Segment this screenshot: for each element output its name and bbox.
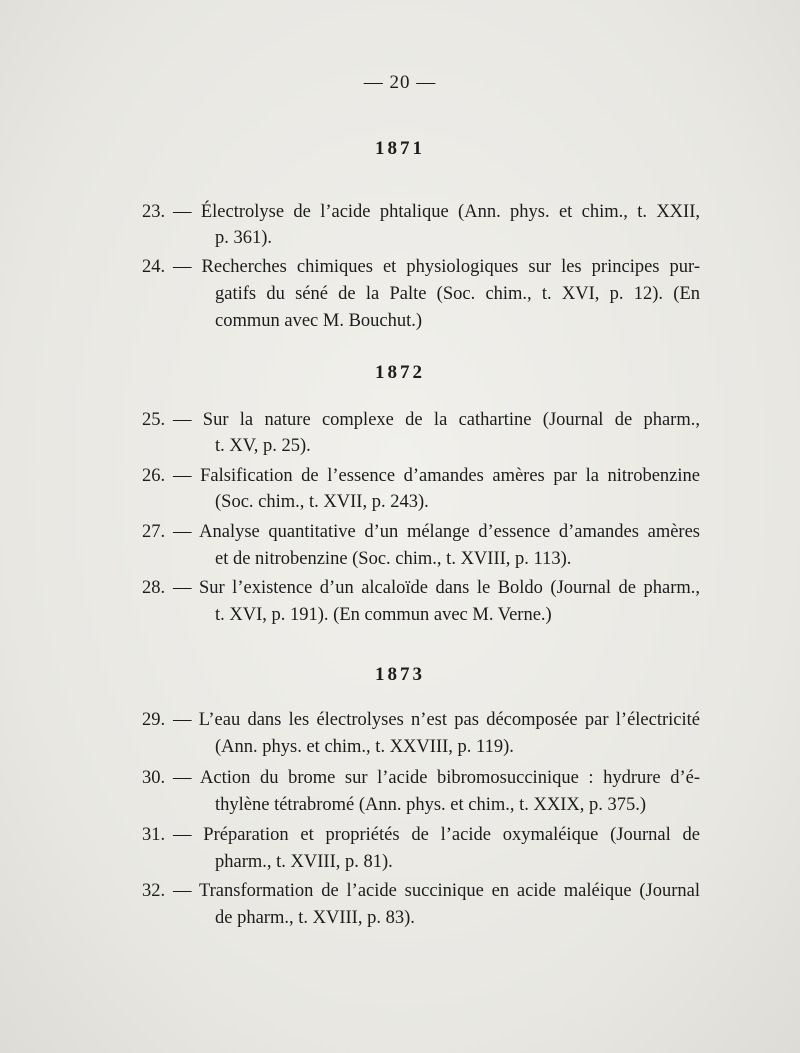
entry-line: — L’eau dans les électrolyses n’est pas décomposée par l’électricité [173,710,700,730]
entry-line: — Préparation et propriétés de l’acide oxymaléique (Journal de [173,825,700,845]
entry-line: (Ann. phys. et chim., t. XXVIII, p. 119). [215,737,514,757]
year-heading-1872: 1872 [375,362,425,383]
year-heading-1871: 1871 [375,138,425,159]
entry-line: — Sur la nature complexe de la cathartine (Journal de pharm., [173,410,700,430]
entry-line: — Recherches chimiques et physiologiques sur les principes pur- [173,257,700,277]
entry-line: commun avec M. Bouchut.) [215,311,423,331]
entry-number: 32. [142,881,166,901]
entry-line: (Soc. chim., t. XVII, p. 243). [215,492,429,512]
entry-line: p. 361). [215,228,273,248]
entry-line: gatifs du séné de la Palte (Soc. chim., t. XVI, p. 12). (En [215,284,700,304]
entry-number: 23. [142,202,166,222]
page-number: — 20 — [363,72,437,93]
entry-line: t. XVI, p. 191). (En commun avec M. Verne.) [215,605,552,625]
entry-line: — Analyse quantitative d’un mélange d’essence d’amandes amères [173,522,700,542]
entry-number: 30. [142,768,166,788]
entry-line: t. XV, p. 25). [215,436,311,456]
entry-number: 29. [142,710,166,730]
entry-number: 31. [142,825,166,845]
entry-line: — Action du brome sur l’acide bibromosuccinique : hydrure d’é- [173,768,700,788]
entry-line: et de nitrobenzine (Soc. chim., t. XVIII, p. 113). [215,549,572,569]
entry-line: — Transformation de l’acide succinique en acide maléique (Journal [173,881,700,901]
entry-line: — Électrolyse de l’acide phtalique (Ann. phys. et chim., t. XXII, [173,202,700,222]
entry-number: 27. [142,522,166,542]
year-heading-1873: 1873 [375,664,425,685]
entry-line: — Falsification de l’essence d’amandes amères par la nitrobenzine [173,466,700,486]
entry-number: 26. [142,466,166,486]
entry-line: — Sur l’existence d’un alcaloïde dans le Boldo (Journal de pharm., [173,578,700,598]
entry-line: pharm., t. XVIII, p. 81). [215,852,393,872]
entry-number: 24. [142,257,166,277]
entry-line: thylène tétrabromé (Ann. phys. et chim., t. XXIX, p. 375.) [215,795,647,815]
entry-number: 28. [142,578,166,598]
entry-number: 25. [142,410,166,430]
entry-line: de pharm., t. XVIII, p. 83). [215,908,415,928]
